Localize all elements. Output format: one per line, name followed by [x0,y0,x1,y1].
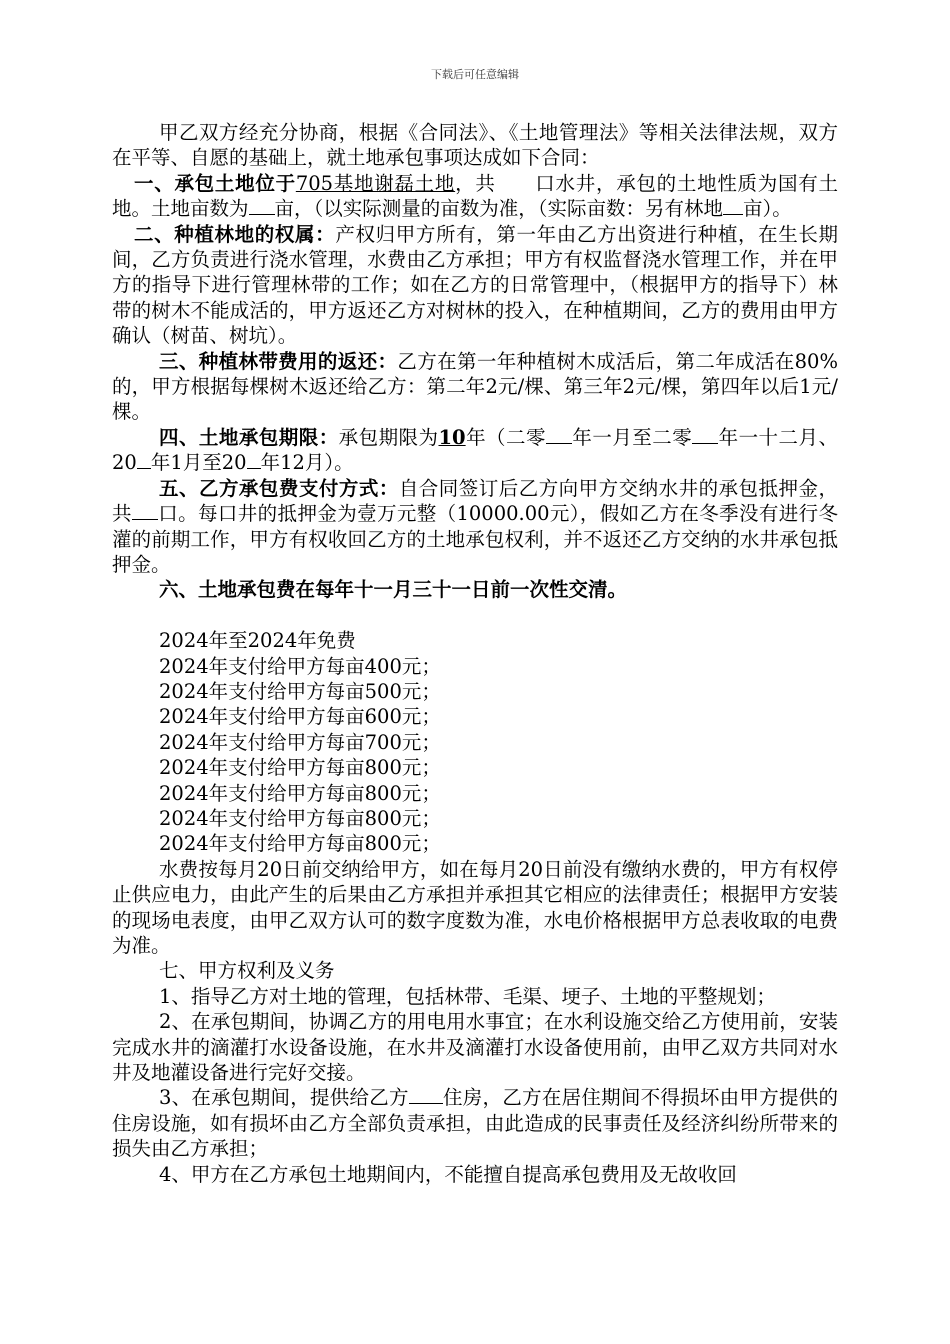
s4-p3: 年一月至二零 [571,425,693,449]
blank-field [723,196,743,215]
s4-p5: 年1月至20 [150,451,247,475]
s4-p4: 年一十二月、20 [112,425,838,475]
section-6: 六、土地承包费在每年十一月三十一日前一次性交清。 [159,578,628,602]
s4-years: 10 [438,425,466,449]
payment-item: 2024年支付给甲方每亩600元； [159,705,441,729]
section-1 [112,171,838,222]
payment-item: 2024年支付给甲方每亩700元； [159,730,441,754]
page-header: 下载后可任意编辑 [431,68,519,81]
s7-i3a: 3、在承包期间，提供给乙方 [159,1086,409,1110]
payment-item: 2024年支付给甲方每亩800元； [159,756,441,780]
s1-p2: ，共 [455,171,496,195]
s1-p4: 亩，（以实际测量的亩数为准，（实际亩数：另有林地 [274,197,724,221]
payment-list [112,628,838,857]
blank-field [132,501,158,520]
s5-title: 五、乙方承包费支付方式： [159,476,399,500]
s4-p6: 年12月）。 [260,451,354,475]
section-7-item-2: 2、在承包期间，协调乙方的用电用水事宜；在水利设施交给乙方使用前，安装完成水井的滴灌打水设备设施，在水井及滴灌打水设备使用前，由甲乙双方共同对水井及地灌设备进行完好交接。 [112,1010,838,1085]
s4-p2: 年（二零 [465,425,546,449]
blank-field [247,450,261,469]
intro-paragraph: 甲乙双方经充分协商，根据《合同法》、《土地管理法》等相关法律法规，双方在平等、自愿的基础上，就土地承包事项达成如下合同： [112,121,838,170]
s5-p1: 自合同签订后乙方向甲方交纳水井的承包抵押金，共 [112,476,838,526]
payment-item: 2024年支付给甲方每亩800元； [159,781,441,805]
s1-location: 705基地谢磊土地 [295,171,456,195]
section-7-item-1: 1、指导乙方对土地的管理，包括林带、毛渠、埂子、土地的平整规划； [159,984,776,1008]
blank-field [692,425,718,444]
contract-body [112,120,838,1187]
payment-item: 2024年支付给甲方每亩500元； [159,679,441,703]
s4-title: 四、土地承包期限： [159,425,339,449]
s3-text: 乙方在第一年种植树木成活后，第二年成活在80%的，甲方根据每棵树木返还给乙方：第二年2元/棵、第三年2元/棵，第四年以后1元/棵。 [112,349,838,424]
blank-field [546,425,572,444]
water-fee-paragraph: 水费按每月20日前交纳给甲方，如在每月20日前没有缴纳水费的，甲方有权停止供应电力，由此产生的后果由乙方承担并承担其它相应的法律责任；根据甲方安装的现场电表度，由甲乙双方认可的数字度数为准，水电价格根据甲方总表收取的电费为准。 [112,857,838,957]
s2-title: 二、种植林地的权属： [134,222,336,246]
section-4 [112,425,838,476]
s1-p1: 一、承包土地位于 [134,171,296,195]
payment-item: 2024年支付给甲方每亩800元； [159,806,441,830]
payment-item: 2024年支付给甲方每亩800元； [159,832,441,856]
s7-i3b: 住房，乙方在居住期间不得损坏由甲方提供的住房设施，如有损坏由乙方全部负责承担，由此造成的民事责任及经济纠纷所带来的损失由乙方承担； [112,1086,838,1161]
section-7-item-3 [112,1085,838,1161]
section-7-item-4: 4、甲方在乙方承包土地期间内，不能擅自提高承包费用及无故收回 [159,1162,737,1186]
payment-item: 2024年支付给甲方每亩400元； [159,654,441,678]
s4-p1: 承包期限为 [338,425,439,449]
s2-text: 产权归甲方所有，第一年由乙方出资进行种植，在生长期间，乙方负责进行浇水管理，水费由乙方承担；甲方有权监督浇水管理工作，并在甲方的指导下进行管理林带的工作；如在乙方的日常管理中，（根据甲方的指导下）林带的树木不能成活的，甲方返还乙方对树林的投入，在种植期间，乙方的费用由甲方确认（树苗、树坑）。 [112,222,838,348]
s1-p3: 口水井，承包的土地性质为国有土地。土地亩数为 [112,171,838,221]
spacer [112,603,838,628]
section-5 [112,476,838,578]
section-3 [112,349,838,425]
blank-field [409,1085,443,1104]
blank-field [137,450,151,469]
payment-item: 2024年至2024年免费 [159,629,356,653]
s3-title: 三、种植林带费用的返还： [159,349,398,373]
section-2 [112,222,838,349]
blank-field [249,196,275,215]
s5-p2: 口。每口井的抵押金为壹万元整（10000.00元），假如乙方在冬季没有进行冬灌的前期工作，甲方有权收回乙方的土地承包权利，并不返还乙方交纳的水井承包抵押金。 [112,502,838,576]
s1-p5: 亩）。 [743,197,792,221]
section-7-title: 七、甲方权利及义务 [159,959,335,983]
